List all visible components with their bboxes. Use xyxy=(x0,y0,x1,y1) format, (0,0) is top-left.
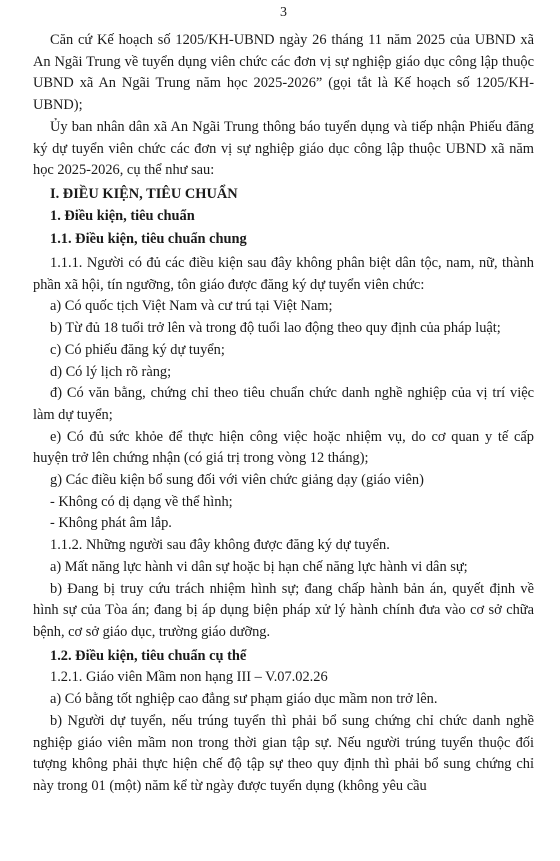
subheading-specific-conditions: 1.2. Điều kiện, tiêu chuẩn cụ thể xyxy=(50,647,247,664)
list-item-no-stutter: - Không phát âm lắp. xyxy=(50,515,172,532)
list-item-no-deformity: - Không có dị dạng về thể hình; xyxy=(50,493,233,510)
list-item-g-teacher-conditions: g) Các điều kiện bổ sung đối với viên chức giảng dạy (giáo viên) xyxy=(50,472,424,489)
paragraph-announcement: Ủy ban nhân dân xã An Ngãi Trung thông báo tuyển dụng và tiếp nhận Phiếu đăng ký dự tuyển viên chức các đơn vị sự nghiệp giáo dục công lập thuộc UBND xã năm học 2025-2026, cụ thể như sau: xyxy=(33,118,534,179)
list-item-b-age: b) Từ đủ 18 tuổi trở lên và trong độ tuổi lao động theo quy định của pháp luật; xyxy=(50,320,501,337)
section-heading-conditions: I. ĐIỀU KIỆN, TIÊU CHUẨN xyxy=(50,185,238,202)
list-item-a-nationality: a) Có quốc tịch Việt Nam và cư trú tại Việt Nam; xyxy=(50,298,333,315)
page-number: 3 xyxy=(280,5,287,20)
list-item-d-background: d) Có lý lịch rõ ràng; xyxy=(50,363,172,380)
paragraph-legal-basis: Căn cứ Kế hoạch số 1205/KH-UBND ngày 26 tháng 11 năm 2025 của UBND xã An Ngãi Trung về tuyển dụng viên chức các đơn vị sự nghiệp giáo dục công lập thuộc UBND xã An Ngãi Trung năm học 2025-2026” (gọi tắt là Kế hoạch số 1205/KH-UBND); xyxy=(33,32,534,114)
paragraph-eligible-persons: 1.1.1. Người có đủ các điều kiện sau đây không phân biệt dân tộc, nam, nữ, thành phần xã hội, tín ngưỡng, tôn giáo được đăng ký dự tuyển viên chức: xyxy=(33,255,534,293)
paragraph-ineligible-persons: 1.1.2. Những người sau đây không được đăng ký dự tuyển. xyxy=(50,537,390,554)
list-item-b-certificate: b) Người dự tuyển, nếu trúng tuyển thì phải bổ sung chứng chỉ chức danh nghề nghiệp giáo viên mầm non trong thời gian tập sự. Nếu người trúng tuyển thuộc đối tượng không phải thực hiện chế độ tập sự theo quy định thì phải bổ sung chứng chỉ này trong 01 (một) năm kể từ ngày được tuyển dụng (không yêu cầu xyxy=(33,712,534,794)
subheading-conditions: 1. Điều kiện, tiêu chuẩn xyxy=(50,207,195,224)
list-item-a-diploma: a) Có bằng tốt nghiệp cao đẳng sư phạm giáo dục mầm non trở lên. xyxy=(50,691,438,708)
list-item-b-criminal: b) Đang bị truy cứu trách nhiệm hình sự; đang chấp hành bản án, quyết định về hình sự của Tòa án; đang bị áp dụng biện pháp xử lý hành chính đưa vào cơ sở chữa bệnh, cơ sở giáo dục, trường giáo dưỡng. xyxy=(33,580,534,640)
list-item-c-registration: c) Có phiếu đăng ký dự tuyển; xyxy=(50,341,225,358)
list-item-e-health: e) Có đủ sức khỏe để thực hiện công việc hoặc nhiệm vụ, do cơ quan y tế cấp huyện trở lên chứng nhận (có giá trị trong vòng 12 tháng); xyxy=(33,428,534,467)
list-item-a-civil-capacity: a) Mất năng lực hành vi dân sự hoặc bị hạn chế năng lực hành vi dân sự; xyxy=(50,558,468,575)
list-item-dd-degrees: đ) Có văn bằng, chứng chỉ theo tiêu chuẩn chức danh nghề nghiệp của vị trí việc làm dự tuyển; xyxy=(33,385,534,423)
subheading-general-conditions: 1.1. Điều kiện, tiêu chuẩn chung xyxy=(50,231,247,248)
paragraph-kindergarten-teacher: 1.2.1. Giáo viên Mầm non hạng III – V.07.02.26 xyxy=(50,669,328,686)
